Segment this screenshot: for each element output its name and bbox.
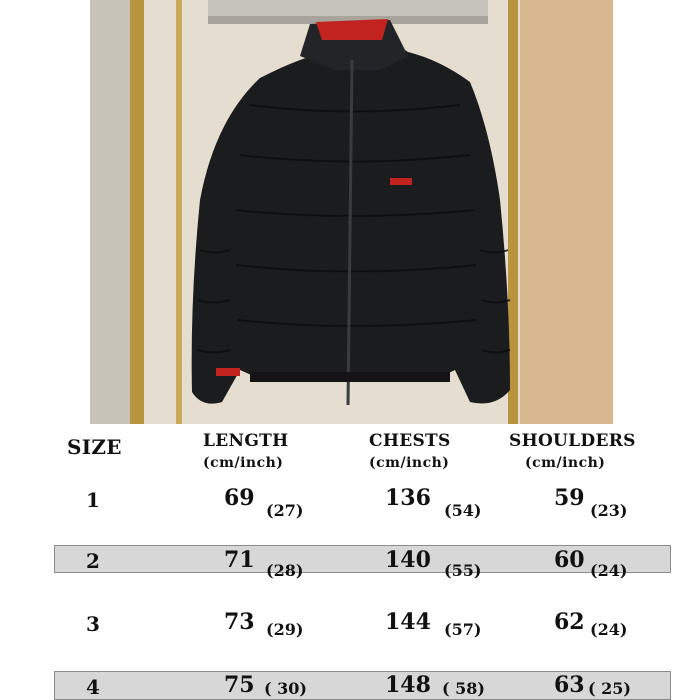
length-inch: (27) <box>266 501 304 520</box>
chest-inch: (54) <box>444 501 482 520</box>
shoulder-cm: 62 <box>554 609 585 635</box>
product-photo <box>90 0 613 424</box>
header-length: LENGTH <box>203 431 289 451</box>
length-cm: 73 <box>224 609 255 635</box>
chest-cm: 136 <box>385 485 431 511</box>
header-size: SIZE <box>67 435 122 459</box>
shoulder-inch: (24) <box>590 620 628 639</box>
row-size: 2 <box>86 549 100 573</box>
chest-cm: 148 <box>385 672 431 698</box>
length-inch: (29) <box>266 620 304 639</box>
unit-shoulders: (cm/inch) <box>525 455 606 471</box>
chest-cm: 140 <box>385 547 431 573</box>
shoulder-cm: 60 <box>554 547 585 573</box>
unit-length: (cm/inch) <box>203 455 284 471</box>
row-size: 1 <box>86 488 100 512</box>
chest-cm: 144 <box>385 609 431 635</box>
row-size: 4 <box>86 675 100 699</box>
chest-inch: (57) <box>444 620 482 639</box>
shoulder-inch: ( 25) <box>588 679 631 698</box>
row-size: 3 <box>86 612 100 636</box>
length-inch: (28) <box>266 561 304 580</box>
shoulder-inch: (24) <box>590 561 628 580</box>
header-chests: CHESTS <box>369 431 451 451</box>
length-cm: 75 <box>224 672 255 698</box>
shoulder-inch: (23) <box>590 501 628 520</box>
header-shoulders: SHOULDERS <box>509 431 636 451</box>
shoulder-cm: 59 <box>554 485 585 511</box>
length-inch: ( 30) <box>264 679 307 698</box>
shoulder-cm: 63 <box>554 672 585 698</box>
puffer-jacket-icon <box>90 0 613 424</box>
length-cm: 69 <box>224 485 255 511</box>
chest-inch: (55) <box>444 561 482 580</box>
unit-chests: (cm/inch) <box>369 455 450 471</box>
chest-inch: ( 58) <box>442 679 485 698</box>
length-cm: 71 <box>224 547 255 573</box>
